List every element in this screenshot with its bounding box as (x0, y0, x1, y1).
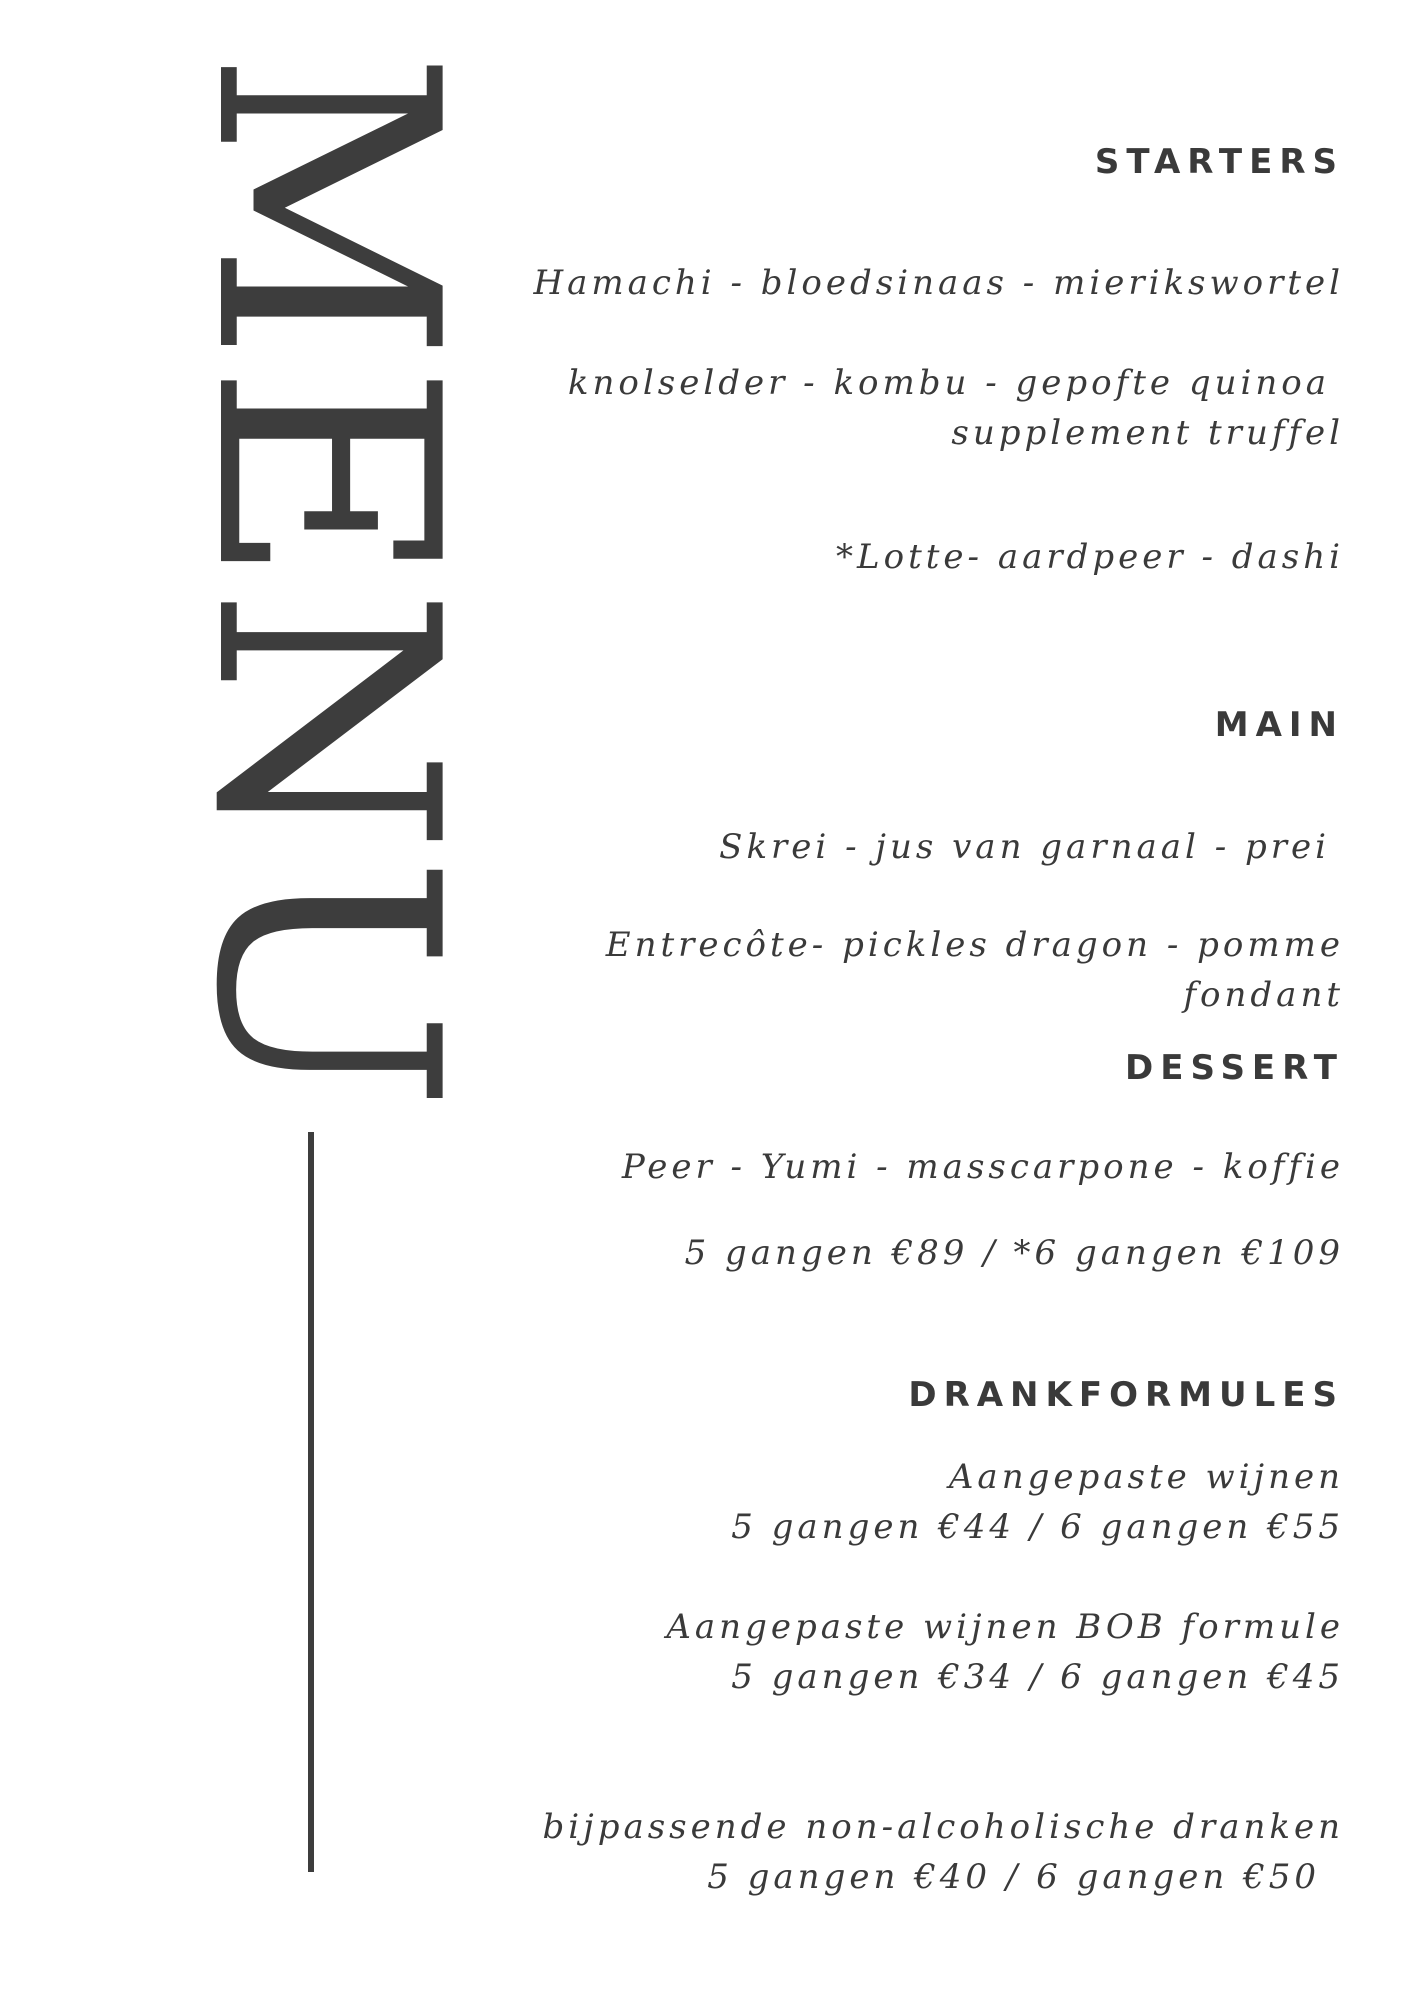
starters-heading: STARTERS (1094, 142, 1344, 182)
vertical-divider (308, 1132, 314, 1872)
drinks-item-2-line-1: Aangepaste wijnen BOB formule (666, 1607, 1344, 1647)
dessert-price (685, 1228, 1344, 1278)
main-item-1 (719, 822, 1344, 872)
main-item-2-line-2: fondant (1183, 975, 1344, 1015)
dessert-price-line-1: 5 gangen €89 / *6 gangen €109 (684, 1233, 1344, 1273)
starter-item-1 (533, 258, 1344, 308)
menu-title: MENU (149, 50, 503, 1114)
starter-item-2-line-2: supplement truffel (951, 413, 1344, 453)
drinks-item-1 (731, 1452, 1344, 1552)
drinks-item-1-line-2: 5 gangen €44 / 6 gangen €55 (731, 1507, 1344, 1547)
starter-item-3-line-1: *Lotte- aardpeer - dashi (836, 537, 1344, 577)
drinks-item-3-line-1: bijpassende non-alcoholische dranken (542, 1807, 1344, 1847)
main-heading: MAIN (1214, 705, 1344, 745)
starter-item-2-line-1: knolselder - kombu - gepofte quinoa (567, 363, 1330, 403)
main-item-2-line-1: Entrecôte- pickles dragon - pomme (605, 925, 1344, 965)
drinks-item-2 (666, 1602, 1344, 1702)
drinks-item-3-line-2: 5 gangen €40 / 6 gangen €50 (707, 1857, 1320, 1897)
dessert-item-1-line-1: Peer - Yumi - masscarpone - koffie (621, 1147, 1344, 1187)
starter-item-1-line-1: Hamachi - bloedsinaas - mierikswortel (533, 263, 1344, 303)
dessert-item-1 (622, 1142, 1344, 1192)
main-item-2 (606, 920, 1344, 1020)
main-item-1-line-1: Skrei - jus van garnaal - prei (719, 827, 1330, 867)
drinks-heading: DRANKFORMULES (908, 1375, 1344, 1415)
starter-item-3 (836, 532, 1344, 582)
dessert-heading: DESSERT (1125, 1048, 1344, 1088)
drinks-item-3 (543, 1802, 1344, 1902)
drinks-item-2-line-2: 5 gangen €34 / 6 gangen €45 (731, 1657, 1344, 1697)
starter-item-2 (568, 358, 1344, 458)
drinks-item-1-line-1: Aangepaste wijnen (948, 1457, 1344, 1497)
